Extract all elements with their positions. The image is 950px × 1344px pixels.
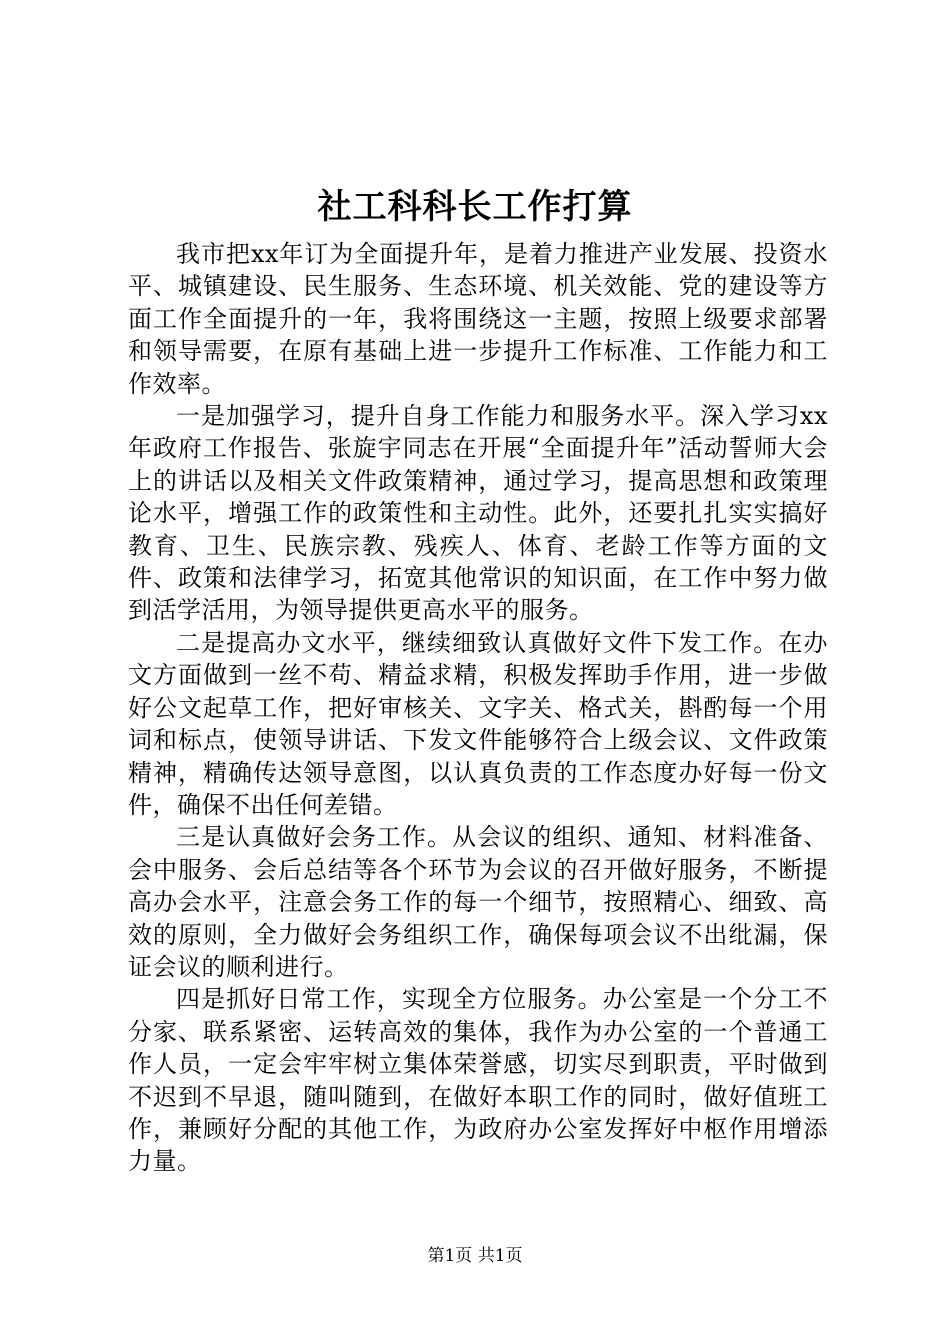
paragraph-intro: 我市把xx年订为全面提升年，是着力推进产业发展、投资水平、城镇建设、民生服务、生态环境、机关效能、党的建设等方面工作全面提升的一年，我将围绕这一主题，按照上级要求部署和领导需要，在原有基础上进一步提升工作标准、工作能力和工作效率。 [128,240,828,398]
document-body [128,238,828,1178]
paragraph-point-3: 三是认真做好会务工作。从会议的组织、通知、材料准备、会中服务、会后总结等各个环节为会议的召开做好服务，不断提高办会水平，注意会务工作的每一个细节，按照精心、细致、高效的原则，全力做好会务组织工作，确保每项会议不出纰漏，保证会议的顺利进行。 [128,823,828,981]
document-title: 社工科科长工作打算 [317,187,633,227]
paragraph-point-4: 四是抓好日常工作，实现全方位服务。办公室是一个分工不分家、联系紧密、运转高效的集体，我作为办公室的一个普通工作人员，一定会牢牢树立集体荣誉感，切实尽到职责，平时做到不迟到不早退，随叫随到，在做好本职工作的同时，做好值班工作，兼顾好分配的其他工作，为政府办公室发挥好中枢作用增添力量。 [128,985,828,1176]
paragraph-point-1: 一是加强学习，提升自身工作能力和服务水平。深入学习xx年政府工作报告、张旋宇同志在开展“全面提升年”活动誓师大会上的讲话以及相关文件政策精神，通过学习，提高思想和政策理论水平，增强工作的政策性和主动性。此外，还要扎扎实实搞好教育、卫生、民族宗教、残疾人、体育、老龄工作等方面的文件、政策和法律学习，拓宽其他常识的知识面，在工作中努力做到活学活用，为领导提供更高水平的服务。 [128,402,828,625]
paragraph-point-2: 二是提高办文水平，继续细致认真做好文件下发工作。在办文方面做到一丝不苟、精益求精，积极发挥助手作用，进一步做好公文起草工作，把好审核关、文字关、格式关，斟酌每一个用词和标点，使领导讲话、下发文件能够符合上级会议、文件政策精神，精确传达领导意图，以认真负责的工作态度办好每一份文件，确保不出任何差错。 [128,628,828,819]
page-footer: 第1页 共1页 [427,1246,523,1266]
